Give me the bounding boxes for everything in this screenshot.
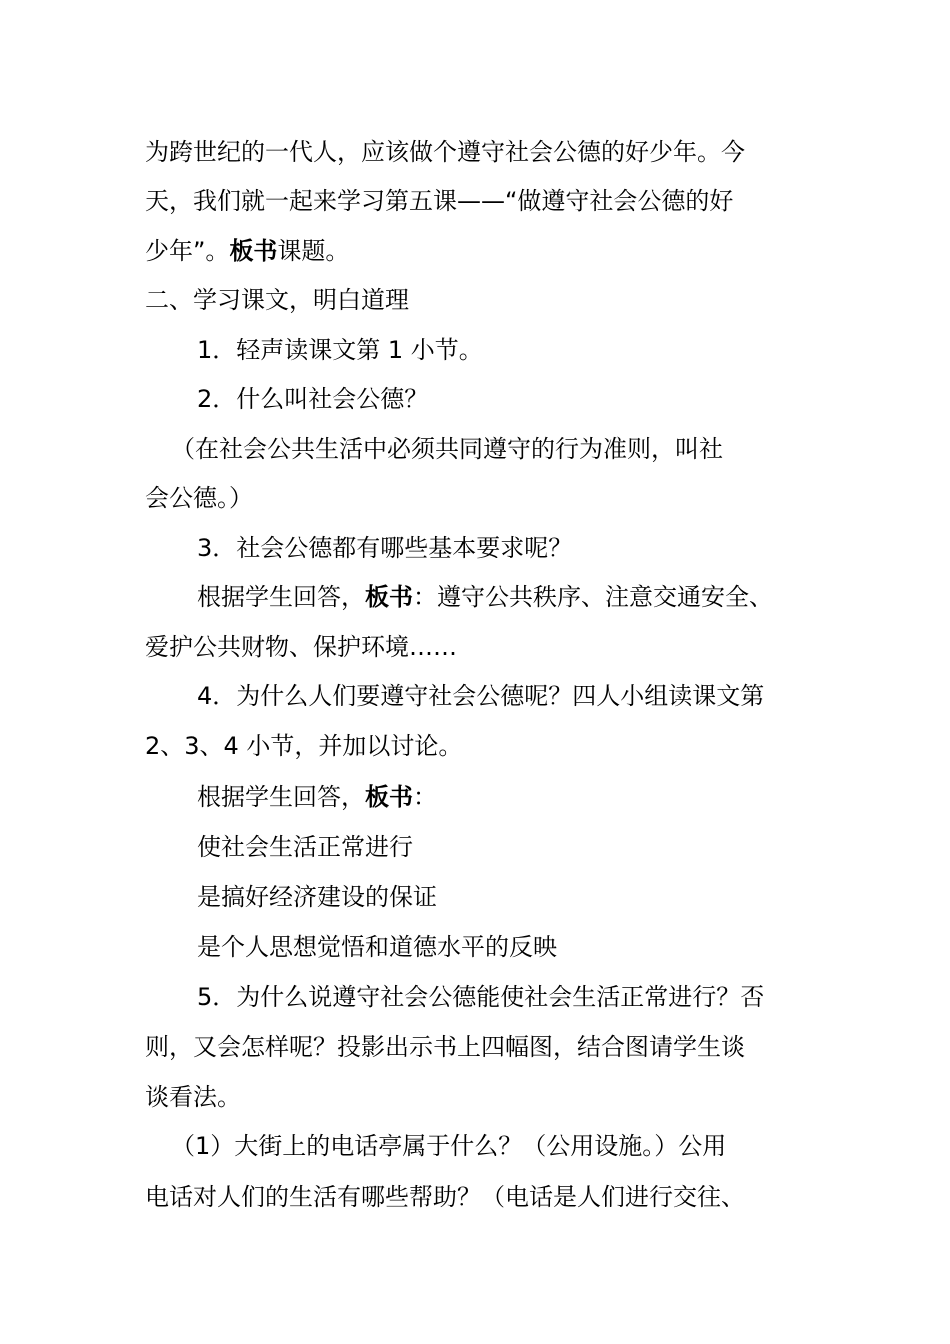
text-run: （在社会公共生活中必须共同遵守的行为准则，叫社 — [171, 435, 723, 463]
text-run: 少年”。 — [145, 237, 230, 265]
list-item — [197, 982, 764, 1012]
text-line — [145, 236, 349, 266]
board-note-label: 板书 — [229, 237, 278, 265]
list-item — [197, 384, 428, 414]
board-note-label: 板书 — [365, 783, 413, 811]
text-run: 为跨世纪的一代人，应该做个遵守社会公德的好少年。今 — [145, 138, 745, 166]
list-item — [197, 681, 764, 711]
text-line — [145, 137, 745, 167]
text-run: 3．社会公德都有哪些基本要求呢？ — [197, 534, 573, 562]
text-line — [197, 582, 773, 612]
text-run: 课题。 — [277, 237, 350, 265]
board-note-item — [197, 932, 557, 962]
text-run: ：遵守公共秩序、注意交通安全、 — [413, 583, 773, 611]
text-line — [145, 1082, 241, 1112]
board-note-item — [197, 832, 413, 862]
text-run: 使社会生活正常进行 — [197, 833, 413, 861]
text-run: 电话对人们的生活有哪些帮助？（电话是人们进行交往、 — [145, 1183, 745, 1211]
text-run: 1．轻声读课文第 1 小节。 — [197, 336, 483, 364]
text-run: 2．什么叫社会公德？ — [197, 385, 429, 413]
text-run: 二、学习课文，明白道理 — [145, 286, 409, 314]
text-line — [197, 782, 437, 812]
board-note-label: 板书 — [365, 583, 413, 611]
text-run: 4．为什么人们要遵守社会公德呢？四人小组读课文第 — [197, 682, 765, 710]
text-run: 根据学生回答， — [197, 583, 365, 611]
text-run: 爱护公共财物、保护环境…… — [145, 633, 457, 661]
text-line — [145, 186, 733, 216]
text-line — [171, 434, 723, 464]
board-note-item — [197, 882, 437, 912]
section-heading — [145, 285, 409, 315]
text-run: 是搞好经济建设的保证 — [197, 883, 437, 911]
text-run: 根据学生回答， — [197, 783, 365, 811]
text-line — [145, 1032, 745, 1062]
text-line — [145, 483, 253, 513]
text-run: ： — [413, 783, 437, 811]
text-line — [145, 1182, 745, 1212]
text-run: 是个人思想觉悟和道德水平的反映 — [197, 933, 557, 961]
text-line — [145, 731, 462, 761]
text-run: 则，又会怎样呢？投影出示书上四幅图，结合图请学生谈 — [145, 1033, 745, 1061]
text-line — [145, 632, 457, 662]
list-item — [197, 533, 572, 563]
text-run: 2、3、4 小节，并加以讨论。 — [145, 732, 463, 760]
text-run: （1）大街上的电话亭属于什么？（公用设施。）公用 — [171, 1132, 727, 1160]
text-run: 天，我们就一起来学习第五课——“做遵守社会公德的好 — [145, 187, 734, 215]
list-item — [197, 335, 483, 365]
text-run: 会公德。） — [145, 484, 253, 512]
text-run: 5．为什么说遵守社会公德能使社会生活正常进行？否 — [197, 983, 765, 1011]
text-run: 谈看法。 — [145, 1083, 241, 1111]
sub-list-item — [171, 1131, 726, 1161]
